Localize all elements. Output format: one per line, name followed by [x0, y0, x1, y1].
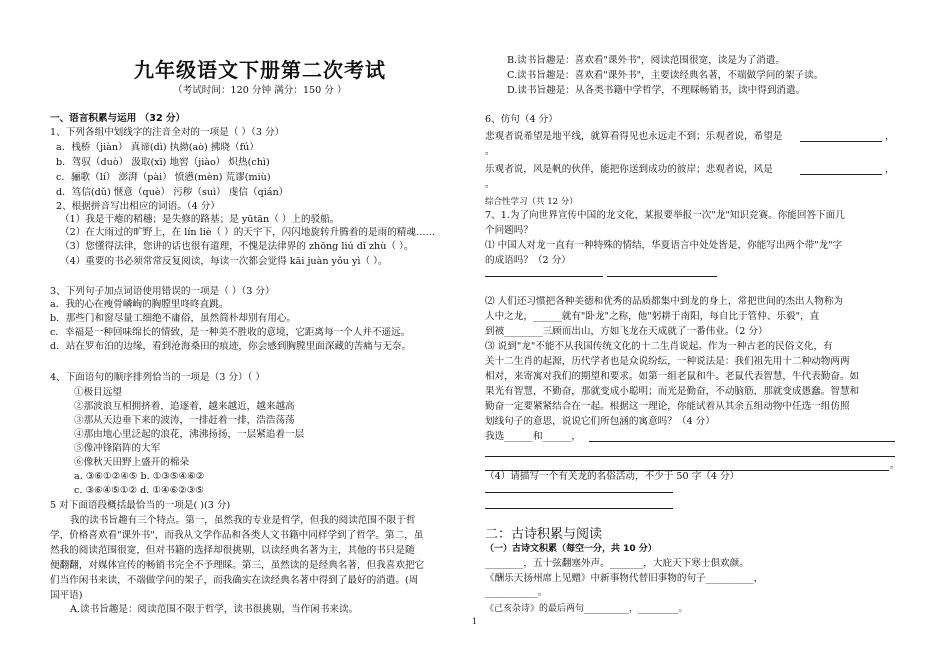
q6-comma-2: ，	[885, 164, 895, 175]
q7-part-1: ⑴ 中国人对龙一直有一种特殊的情结，华夏语言中处处皆是，你能写出两个带"龙"字	[485, 240, 843, 251]
question-3: 3、下列句子加点词语使用错误的一项是（ ）（3 分）	[50, 286, 275, 297]
q5-passage-line-1: 我的读书旨趣有三个特点。第一，虽然我的专业是哲学，但我的阅读范围不限于哲	[70, 515, 416, 526]
poem-fill-line-3: ___________。	[485, 587, 548, 598]
poem-fill-line-2: 《酬乐天扬州席上见赠》中新事物代替旧事物的句子__________，	[485, 573, 764, 584]
question-4: 4、下面语句的顺序排列恰当的一项是（3 分）（ ）	[50, 372, 265, 383]
section-two-heading: 二：古诗积累与阅读	[485, 527, 603, 542]
q6-prompt: 乐观者说，风是帆的伙伴，能把你送到成功的彼岸；悲观者说，风是	[485, 164, 773, 175]
q7-part-3-answer-prompt: 我选______和______，	[485, 431, 581, 442]
q5-option-b: B.读书旨趣是：喜欢看"课外书"，阅读范围很宽，读是为了消遣。	[507, 55, 785, 66]
q6-comma-1: ，	[885, 131, 895, 142]
q7-part-3-line-6: 划线句子的意思，说说它们所包涵的寓意吗？（4 分）	[485, 416, 715, 427]
q5-option-c: C.读书旨趣是：喜欢看"课外书"，主要读经典名著，不端做学问的架子读。	[507, 70, 824, 81]
q7-part-3-line-2: 关十二生肖的起源，历代学者也是众说纷纭，一种说法是：我们祖先用十二种动物两两	[485, 356, 850, 367]
q2-item-4: （4）重要的书必须常常反复阅读，每读一次都会觉得 kāi juàn yǒu yì（ ）。	[60, 256, 388, 267]
q3-option-d: d．站在罗布泊的边缘，看到沧海桑田的痕迹，你会感到胸膛里面深藏的苦痛与无奈。	[50, 341, 412, 352]
question-1: 1、下列各组中划线字的注音全对的一项是（ ）（3 分）	[50, 127, 285, 138]
q4-sentence-1: ①极目远望	[74, 387, 122, 398]
q5-passage-line-5: 们当作闲书来读，不端做学问的架子，而我确实在读经典名著中得到了最好的消遣。(周	[50, 575, 419, 586]
q7-part-1-cont: 的成语吗？（2 分）	[485, 255, 571, 266]
section-one-heading: 一、语言积累与运用 （32 分）	[50, 113, 186, 124]
q6-example: 悲观者说希望是地平线，就算看得见也永远走不到；乐观者说，希望是	[485, 131, 783, 142]
q7-part-4: （4）请描写一个有关龙的名俗活动，不少于 50 字（4 分）	[485, 471, 740, 482]
q5-passage-line-4: 便翻翻，对媒体宣传的畅销书完全不予理睬。第三，虽然读的是经典名著，但我喜欢把它	[50, 560, 425, 571]
page-number: 1	[472, 617, 478, 626]
poem-fill-line-4: 《己亥杂诗》的最后两句__________，_________。	[485, 604, 688, 614]
q1-option-c: c．骊歌（lí） 澎湃（pài） 愤懑(mèn) 荒谬(miù)	[56, 172, 271, 183]
q5-passage-line-2: 学，价格喜欢看"课外书"，而我从文学作品和各类人文书籍中同样学到了哲学。第二，虽	[50, 530, 424, 541]
q6-answer-blank-2[interactable]	[800, 174, 882, 175]
q5-passage-line-3: 然我的阅读范围很宽，但对书籍的选择却很挑剔，以读经典名著为主，其他的书只是随	[50, 545, 415, 556]
q7-part-4-line-2[interactable]	[485, 508, 673, 509]
exam-title: 九年级语文下册第二次考试	[134, 58, 386, 82]
comprehensive-study-heading: 综合性学习（共 12 分）	[485, 197, 578, 207]
q7-answer-line-1[interactable]	[589, 441, 895, 442]
q4-sentence-3: ③那从天边垂下来的波涛，一排赶着一排，浩浩荡荡	[74, 415, 295, 426]
question-5: 5 对下面语段概括最恰当的一项是( )(3 分)	[50, 500, 231, 511]
q4-sentence-6: ⑥像秋天田野上盛开的棉朵	[74, 457, 190, 468]
q7-part-2-line-3: 到被________三顾而出山，方如飞龙在天成就了一番伟业。（2 分）	[485, 326, 768, 337]
q5-option-a: A.读书旨趣是：阅读范围不限于哲学，读书很挑剔，当作闲书来读。	[70, 604, 359, 615]
section-two-sub-heading: （一）古诗文积累（每空一分，共 10 分）	[485, 544, 657, 554]
q1-option-d: d．笃信(dǔ) 惬意（què） 污秽（suì） 虔信（qián）	[56, 187, 289, 198]
poem-fill-line-1: ________，五十弦翻塞外声。_______，大庇天下寒士俱欢颜。	[485, 558, 749, 569]
q7-idiom-blank-1[interactable]	[485, 276, 603, 277]
q7-part-2: ⑵ 人们还习惯把各种美德和优秀的品质都集中到龙的身上，常把世间的杰出人物称为	[485, 296, 844, 307]
exam-subtitle: （考试时间：120 分钟 满分：150 分 ）	[173, 85, 347, 96]
q7-idiom-blank-2[interactable]	[607, 276, 717, 277]
q7-part-2-line-2: 人中之龙，______就有"卧龙"之称，他"躬耕于南阳，每自比于管仲、乐毅"，直	[485, 311, 820, 322]
q2-item-2: （2）在大雨过的旷野上，在 lín liè（ ）的天宇下，闪闪地旋转升腾着的是雨的精魂……	[60, 227, 436, 238]
q3-option-c: c．幸福是一种回味绵长的情致，是一种美不胜收的意境，它距离每一个人并不遥远。	[50, 327, 411, 338]
q7-part-3-line-4: 果光有智慧，不勤奋，那就变成小聪明；而光是勤奋，不动脑筋，那就变成愚蠢。智慧和	[485, 386, 860, 397]
question-7: 7、1.为了向世界宣传中国的龙文化，某报要举报一次"龙"知识竞赛。你能回答下面几	[485, 210, 845, 221]
q3-option-b: b．那些门和窗尽量工细绝不庸俗，虽然简朴却别有用心。	[50, 313, 296, 324]
q7-part-4-line-1[interactable]	[485, 492, 673, 493]
q1-option-a: a．栈桥（jiàn） 真谛(dì) 执拗(aò) 拂晓（fú）	[56, 142, 259, 153]
q7-answer-line-2[interactable]	[485, 456, 895, 457]
q7-part-3-line-3: 相对，来寄寓对我们的期望和要求。如第一组老鼠和牛。老鼠代表智慧，牛代表勤奋。如	[485, 371, 860, 382]
q5-passage-line-6: 国平语)	[50, 590, 83, 601]
q1-option-b: b．驾驭（duò） 汲取(xī) 地窖（jiào） 炽热(chì)	[56, 157, 270, 168]
q2-item-3: （3）您懂得法律，您讲的话也很有道理，不愧是法律界的 zhōng liú dǐ zhù（ ）。	[60, 241, 414, 252]
q6-period-1: 。	[485, 146, 495, 157]
q4-sentence-2: ②那波浪互相拥挤着，追逐着，越来越近，越来越高	[74, 401, 295, 412]
q6-answer-blank-1[interactable]	[800, 141, 882, 142]
q4-sentence-5: ⑤像冲锋陷阵的大军	[74, 443, 161, 454]
q3-option-a: a．我的心在瘦骨嶙峋的胸膛里咚咚直跳。	[50, 299, 229, 310]
q4-sentence-4: ④那由地心里泛起的浪花，沸沸扬扬，一层紧追着一层	[74, 429, 305, 440]
q4-options-cd: c. ③⑥④⑤①② d. ①④⑥②③⑤	[74, 485, 204, 496]
q6-period-2: 。	[485, 179, 495, 190]
question-6: 6、仿句（4 分）	[485, 114, 558, 125]
q2-item-1: （1）我是干瘪的稻穗；是失修的路基；是 yūtān（ ）上的驳船。	[60, 214, 340, 225]
q7-part-3-line-5: 勤奋一定要紧紧结合在一起。根据这一理论，你能试着从其余五组动物中任选一组仿照	[485, 401, 850, 412]
q7-part-3: ⑶ 说到"龙"不能不从我国传统文化的十二生肖说起。作为一种古老的民俗文化，有	[485, 341, 833, 352]
question-7-cont: 个问题吗？	[485, 225, 533, 236]
q4-options-ab: a. ③⑥①②④⑤ b. ①③⑤④⑥②	[74, 471, 205, 482]
question-2: 2、根据拼音写出相应的词语。（4 分）	[56, 201, 220, 212]
q5-option-d: D.读书旨趣是：从各类书籍中学哲学，不理睬畅销书，读中得到消遣。	[507, 85, 806, 96]
q7-answer-period: 。	[890, 460, 900, 471]
